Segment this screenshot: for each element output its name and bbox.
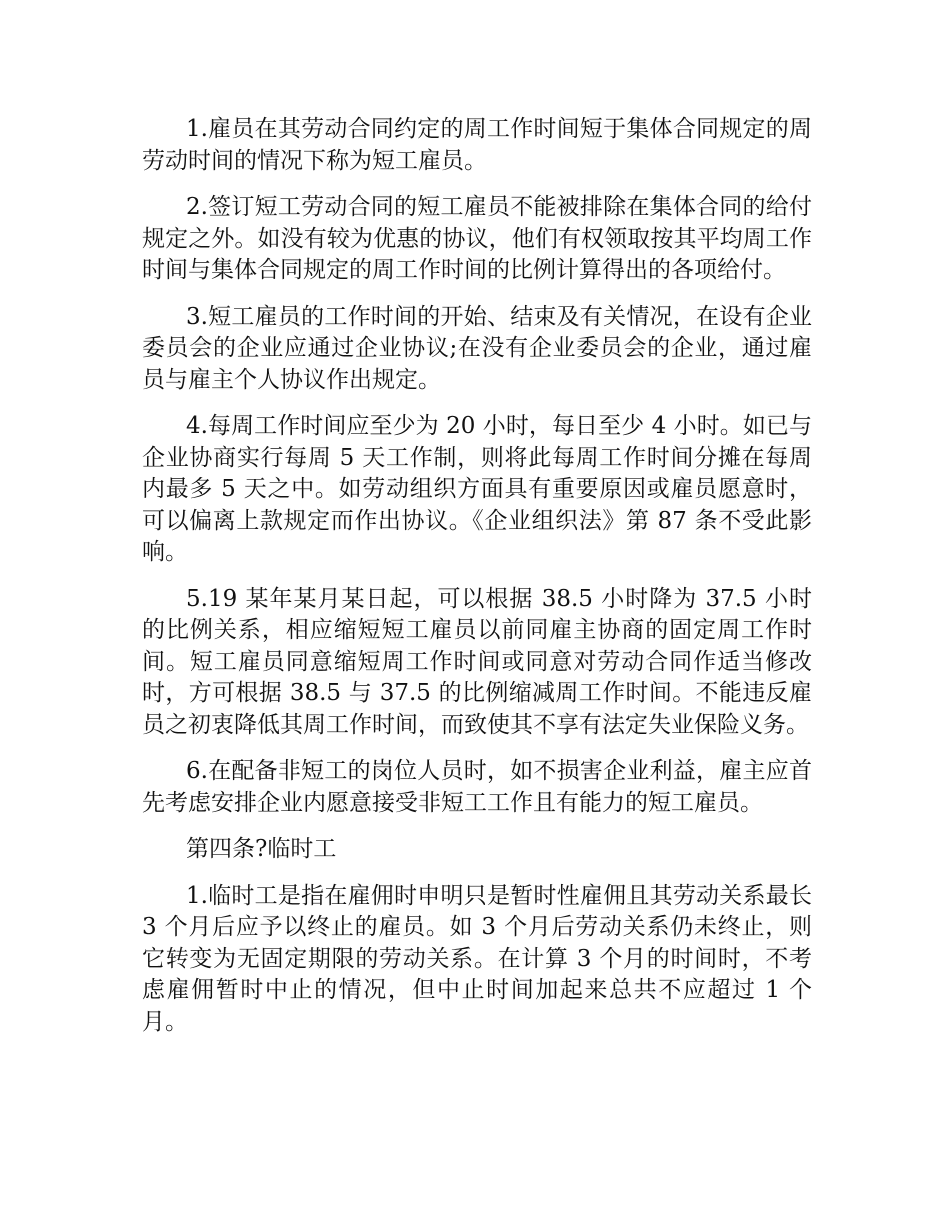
document-page (142, 114, 812, 1053)
section-heading: 第四条?临时工 (186, 836, 337, 862)
paragraph-2: 2.签订短工劳动合同的短工雇员不能被排除在集体合同的给付规定之外。如没有较为优惠的协议，他们有权领取按其平均周工作时间与集体合同规定的周工作时间的比例计算得出的各项给付。 (142, 194, 812, 283)
paragraph-6: 6.在配备非短工的岗位人员时，如不损害企业利益，雇主应首先考虑安排企业内愿意接受非短工工作且有能力的短工雇员。 (142, 758, 812, 816)
section-paragraph-1: 1.临时工是指在雇佣时申明只是暂时性雇佣且其劳动关系最长 3 个月后应予以终止的雇员。如 3 个月后劳动关系仍未终止，则它转变为无固定期限的劳动关系。在计算 3 个月的时间时，不考虑雇佣暂时中止的情况，但中止时间加起来总共不应超过 1 个月。 (142, 882, 812, 1035)
paragraph-3: 3.短工雇员的工作时间的开始、结束及有关情况，在设有企业委员会的企业应通过企业协议;在没有企业委员会的企业，通过雇员与雇主个人协议作出规定。 (142, 303, 812, 393)
paragraph-5: 5.19 某年某月某日起，可以根据 38.5 小时降为 37.5 小时的比例关系，相应缩短短工雇员以前同雇主协商的固定周工作时间。短工雇员同意缩短周工作时间或同意对劳动合同作适当修改时，方可根据 38.5 与 37.5 的比例缩减周工作时间。不能违反雇员之初衷降低其周工作时间，而致使其不享有法定失业保险义务。 (142, 585, 812, 738)
paragraph-4: 4.每周工作时间应至少为 20 小时，每日至少 4 小时。如已与企业协商实行每周 5 天工作制，则将此每周工作时间分摊在每周内最多 5 天之中。如劳动组织方面具有重要原因或雇员愿意时，可以偏离上款规定而作出协议。《企业组织法》第 87 条不受此影响。 (142, 413, 812, 565)
paragraph-1: 1.雇员在其劳动合同约定的周工作时间短于集体合同规定的周劳动时间的情况下称为短工雇员。 (142, 116, 812, 174)
